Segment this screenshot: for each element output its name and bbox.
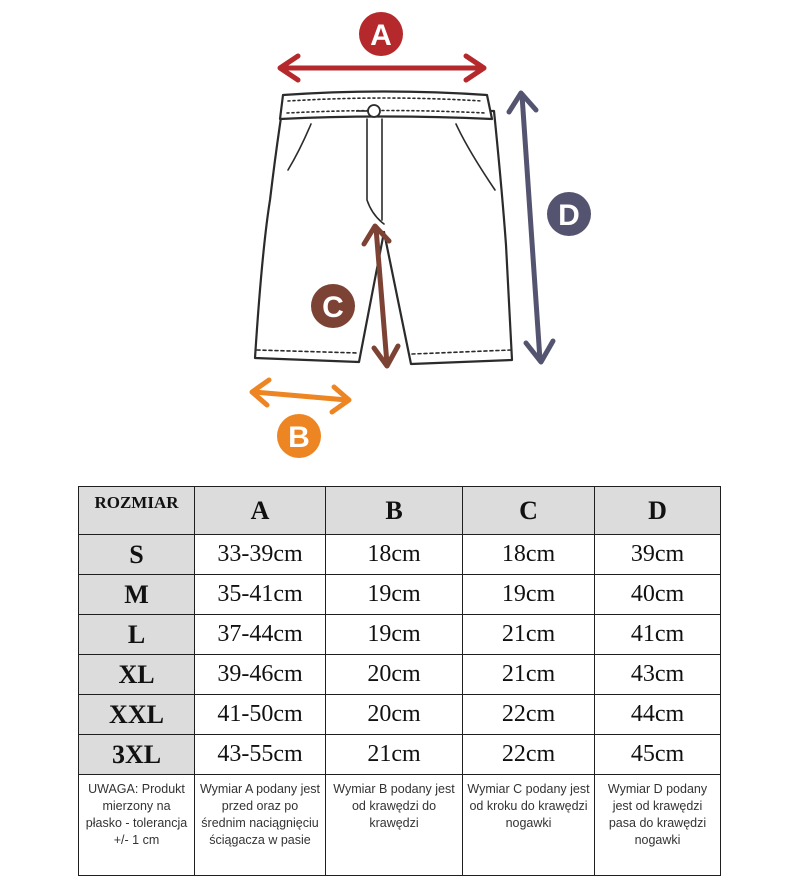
cell-a: 41-50cm [195, 695, 326, 735]
note-d: Wymiar D podany jest od krawędzi pasa do krawędzi nogawki [595, 775, 721, 876]
notes-row [79, 775, 721, 876]
marker-c [311, 284, 355, 328]
arrow-d [509, 93, 553, 362]
size-label: S [79, 535, 195, 575]
cell-c: 19cm [463, 575, 595, 615]
table-row [79, 695, 721, 735]
note-general: UWAGA: Produkt mierzony na płasko - tolerancja +/- 1 cm [79, 775, 195, 876]
size-label: 3XL [79, 735, 195, 775]
cell-c: 22cm [463, 735, 595, 775]
arrow-b [252, 380, 349, 412]
cell-c: 18cm [463, 535, 595, 575]
arrow-a [280, 56, 484, 80]
size-table [78, 486, 721, 876]
cell-b: 20cm [326, 695, 463, 735]
table-header-row [79, 487, 721, 535]
size-label: L [79, 615, 195, 655]
header-size: ROZMIAR [79, 487, 195, 535]
table-row [79, 735, 721, 775]
marker-d [547, 192, 591, 236]
cell-d: 41cm [595, 615, 721, 655]
size-label: XL [79, 655, 195, 695]
svg-text:C: C [322, 291, 344, 324]
cell-d: 43cm [595, 655, 721, 695]
cell-a: 39-46cm [195, 655, 326, 695]
size-label: M [79, 575, 195, 615]
cell-d: 44cm [595, 695, 721, 735]
cell-a: 35-41cm [195, 575, 326, 615]
header-col-b: B [326, 487, 463, 535]
size-label: XXL [79, 695, 195, 735]
marker-a [359, 12, 403, 56]
cell-d: 45cm [595, 735, 721, 775]
svg-text:D: D [558, 199, 580, 232]
svg-text:B: B [288, 421, 310, 454]
cell-b: 19cm [326, 615, 463, 655]
header-col-d: D [595, 487, 721, 535]
note-b: Wymiar B podany jest od krawędzi do krawędzi [326, 775, 463, 876]
header-col-c: C [463, 487, 595, 535]
note-c: Wymiar C podany jest od kroku do krawędzi nogawki [463, 775, 595, 876]
table-row [79, 535, 721, 575]
note-a: Wymiar A podany jest przed oraz po średnim naciągnięciu ściągacza w pasie [195, 775, 326, 876]
cell-c: 21cm [463, 655, 595, 695]
svg-text:A: A [370, 19, 392, 52]
cell-b: 21cm [326, 735, 463, 775]
table-row [79, 575, 721, 615]
cell-a: 37-44cm [195, 615, 326, 655]
cell-b: 20cm [326, 655, 463, 695]
table-row [79, 615, 721, 655]
header-col-a: A [195, 487, 326, 535]
cell-a: 33-39cm [195, 535, 326, 575]
cell-b: 18cm [326, 535, 463, 575]
cell-a: 43-55cm [195, 735, 326, 775]
cell-d: 39cm [595, 535, 721, 575]
cell-b: 19cm [326, 575, 463, 615]
marker-b [277, 414, 321, 458]
button-icon [368, 105, 380, 117]
table-row [79, 655, 721, 695]
cell-d: 40cm [595, 575, 721, 615]
cell-c: 22cm [463, 695, 595, 735]
cell-c: 21cm [463, 615, 595, 655]
